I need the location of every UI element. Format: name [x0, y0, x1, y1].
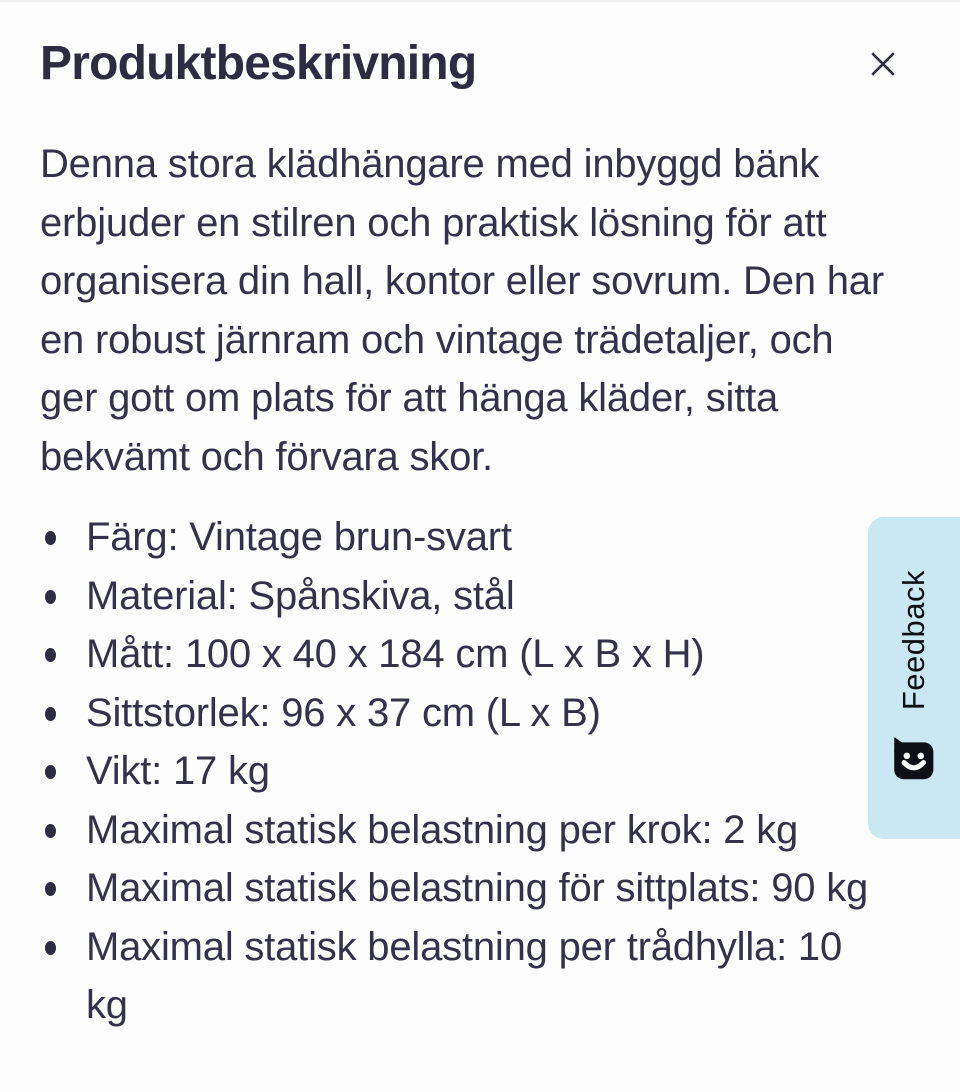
spec-item-dimensions: Mått: 100 x 40 x 184 cm (L x B x H): [40, 625, 886, 684]
modal-title: Produktbeskrivning: [40, 37, 477, 90]
spec-item-material: Material: Spånskiva, stål: [40, 567, 886, 626]
modal-header: [0, 2, 960, 91]
spec-item-shelf-load: Maximal statisk belastning per trådhylla: 10 kg: [40, 918, 886, 1035]
product-description-text: Denna stora klädhängare med inbyggd bänk erbjuder en stilren och praktisk lösning för att organisera din hall, kontor eller sovrum. Den har en robust järnram och vintage trädetaljer, och ger gott om plats för att hänga kläder, sitta bekvämt och förvara skor.: [40, 142, 884, 479]
spec-item-color: Färg: Vintage brun-svart: [40, 508, 886, 567]
smiley-chat-icon: [887, 732, 941, 786]
spec-item-weight: Vikt: 17 kg: [40, 742, 886, 801]
spec-item-hook-load: Maximal statisk belastning per krok: 2 kg: [40, 801, 886, 860]
close-button[interactable]: [864, 45, 902, 83]
feedback-tab-label: Feedback: [896, 569, 931, 711]
feedback-tab[interactable]: [868, 517, 960, 839]
spec-item-seat-load: Maximal statisk belastning för sittplats: 90 kg: [40, 859, 886, 918]
spec-list: [40, 508, 886, 1035]
spec-item-seat-size: Sittstorlek: 96 x 37 cm (L x B): [40, 684, 886, 743]
close-icon: [867, 48, 899, 80]
